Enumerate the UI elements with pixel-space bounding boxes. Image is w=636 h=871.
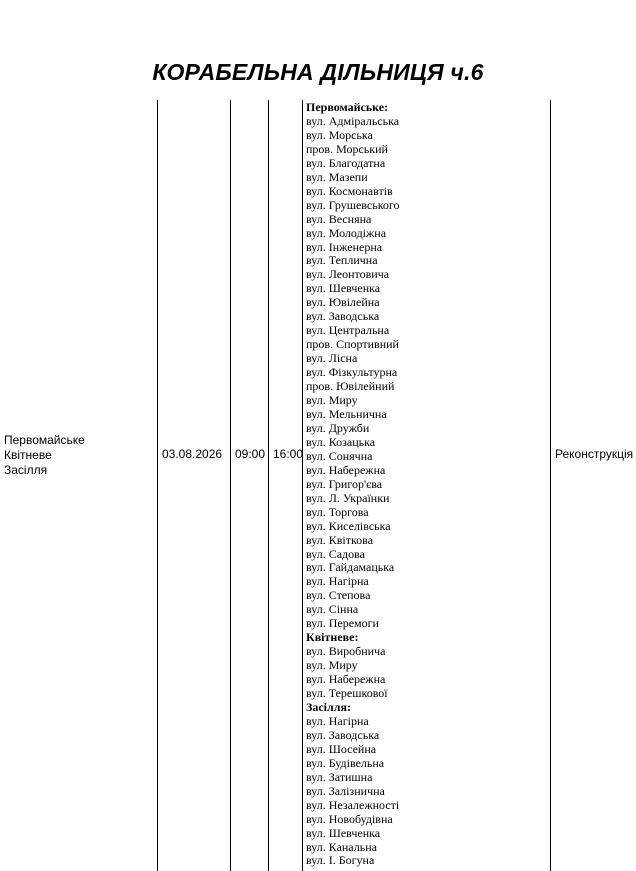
start-time-cell: 09:00 <box>235 447 266 461</box>
street-item: вул. Заводська <box>306 309 380 324</box>
street-item: вул. Сінна <box>306 602 359 617</box>
street-item: вул. Мазепи <box>306 169 368 184</box>
street-item: вул. Благодатна <box>306 155 386 170</box>
street-item: вул. Молодіжна <box>306 225 387 240</box>
street-item: вул. Киселівська <box>306 518 391 533</box>
street-item: вул. Центральна <box>306 323 390 338</box>
street-item: вул. Будівельна <box>306 755 385 770</box>
location-name: Засілля <box>4 463 48 477</box>
street-item: вул. Квіткова <box>306 532 374 547</box>
street-item: вул. Садова <box>306 546 365 561</box>
street-item: вул. Перемоги <box>306 616 379 631</box>
street-item: вул. Весняна <box>306 211 372 226</box>
table-column-divider <box>550 100 551 871</box>
street-item: вул. Миру <box>306 393 358 408</box>
street-item: вул. Козацька <box>306 434 376 449</box>
table-column-divider <box>157 100 158 871</box>
street-item: вул. Шевченка <box>306 825 381 840</box>
location-name: Квітневе <box>4 448 52 462</box>
street-item: вул. Дружби <box>306 420 370 435</box>
street-item: вул. Фізкультурна <box>306 365 398 380</box>
street-item: вул. Л. Українки <box>306 490 390 505</box>
street-item: вул. І. Богуна <box>306 853 375 868</box>
street-item: вул. Заводська <box>306 727 380 742</box>
street-item: вул. Грушевського <box>306 197 400 212</box>
street-item: вул. Лісна <box>306 351 358 366</box>
street-item: вул. Григор'єва <box>306 476 383 491</box>
street-item: вул. Затишна <box>306 769 373 784</box>
street-item: вул. Космонавтів <box>306 183 393 198</box>
street-item: вул. Виробнича <box>306 644 386 659</box>
street-item: вул. Гайдамацька <box>306 560 395 575</box>
street-item: вул. Незалежності <box>306 797 400 812</box>
street-item: вул. Мельнична <box>306 406 387 421</box>
document-title: КОРАБЕЛЬНА ДІЛЬНИЦЯ ч.6 <box>152 59 484 85</box>
street-item: вул. Набережна <box>306 462 386 477</box>
street-item: пров. Спортивний <box>306 337 399 352</box>
streets-cell <box>306 101 400 868</box>
date-cell: 03.08.2026 <box>162 447 223 461</box>
reason-cell: Реконструкція <box>555 447 634 461</box>
end-time-cell: 16:00 <box>273 447 304 461</box>
street-item: вул. Набережна <box>306 672 386 687</box>
table-column-divider <box>230 100 231 871</box>
street-item: вул. Нагірна <box>306 713 369 728</box>
street-item: вул. Шевченка <box>306 281 381 296</box>
street-group-header: Засілля: <box>306 699 351 714</box>
table-column-divider <box>302 100 303 871</box>
locations-cell <box>4 433 85 478</box>
street-item: вул. Адміральська <box>306 113 400 128</box>
street-item: вул. Торгова <box>306 504 369 519</box>
street-item: пров. Морський <box>306 141 388 156</box>
street-item: вул. Теплична <box>306 253 378 268</box>
street-item: вул. Ювілейна <box>306 295 380 310</box>
street-item: вул. Морська <box>306 127 373 142</box>
street-item: вул. Терешкової <box>306 686 388 701</box>
location-name: Первомайське <box>4 433 85 447</box>
street-item: вул. Інженерна <box>306 239 383 254</box>
street-item: вул. Миру <box>306 658 358 673</box>
street-group-header: Квітневе: <box>306 630 359 645</box>
street-item: вул. Степова <box>306 588 371 603</box>
street-item: пров. Ювілейний <box>306 379 395 394</box>
table-column-divider <box>268 100 269 871</box>
street-item: вул. Леонтовича <box>306 267 390 282</box>
street-item: вул. Сонячна <box>306 448 373 463</box>
street-group-header: Первомайське: <box>306 100 389 114</box>
street-item: вул. Залізнична <box>306 783 385 798</box>
street-item: вул. Нагірна <box>306 574 369 589</box>
street-item: вул. Канальна <box>306 839 377 854</box>
street-item: вул. Новобудівна <box>306 811 393 826</box>
street-item: вул. Шосейна <box>306 741 377 756</box>
